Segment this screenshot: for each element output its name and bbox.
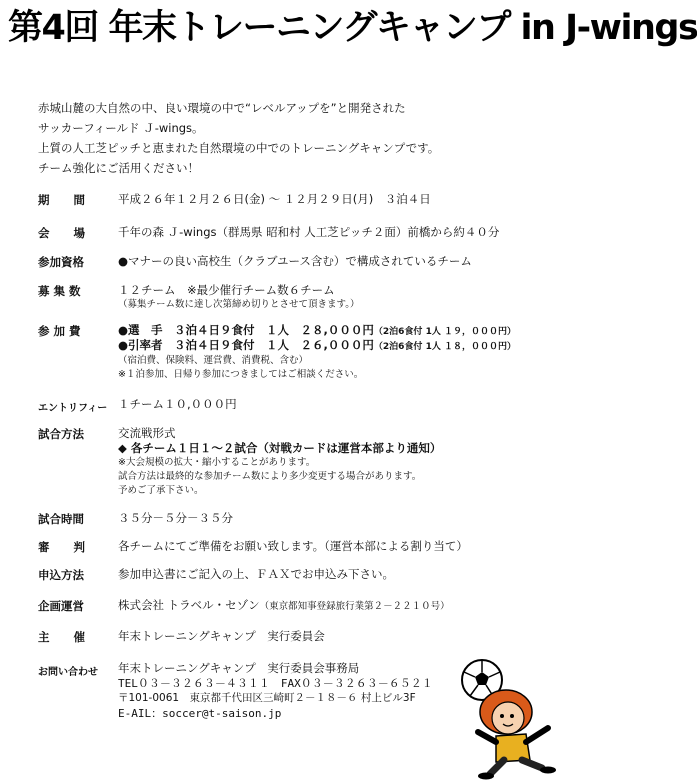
intro-line: 上質の人工芝ピッチと恵まれた自然環境の中でのトレーニングキャンプです。 — [38, 141, 440, 155]
contact-email[interactable]: E-AIL：soccer@t-saison.jp — [118, 707, 282, 720]
contact-line: 年末トレーニングキャンプ 実行委員会事務局 — [118, 661, 360, 675]
organizer-label: 主催 — [38, 630, 109, 644]
recruit-label: 募集数 — [38, 284, 85, 298]
planning-company: 株式会社 トラベル・セゾン — [118, 598, 260, 612]
page-title: 第4回 年末トレーニングキャンプ in J-wings — [8, 8, 697, 48]
format-line: ◆ 各チーム１日１～２試合（対戦カードは運営本部より通知） — [118, 441, 442, 455]
recruit-value: １２チーム ※最少催行チーム数６チーム — [118, 283, 335, 297]
referee-label: 審判 — [38, 540, 109, 554]
venue-value: 千年の森 Ｊ-wings（群馬県 昭和村 人工芝ピッチ２面）前橋から約４０分 — [118, 225, 500, 239]
contact-address: 〒101-0061 東京都千代田区三崎町２－１８－６ 村上ビル3F — [118, 692, 416, 704]
organizer-value: 年末トレーニングキャンプ 実行委員会 — [118, 629, 325, 643]
time-label: 試合時間 — [38, 512, 84, 526]
period-label: 期間 — [38, 193, 109, 207]
fee-note: （宿泊費、保険料、運営費、消費税、含む） — [118, 355, 309, 366]
eligibility-value: ●マナーの良い高校生（クラブユース含む）で構成されているチーム — [118, 254, 472, 268]
intro-line: チーム強化にご活用ください！ — [38, 161, 199, 175]
planning-license: （東京都知事登録旅行業第２－２２１０号） — [259, 601, 450, 612]
time-value: ３５分－５分－３５分 — [118, 511, 233, 525]
format-line: 交流戦形式 — [118, 426, 176, 440]
mascot-figure — [478, 690, 556, 780]
recruit-note: （募集チーム数に達し次第締め切りとさせて頂きます。） — [118, 299, 360, 310]
planning-label: 企画運営 — [38, 599, 84, 613]
period-value: 平成２６年１２月２６日(金) ～ １２月２９日(月) ３泊４日 — [118, 192, 431, 206]
venue-label: 会場 — [38, 226, 109, 240]
intro-line: 赤城山麓の大自然の中、良い環境の中で“レベルアップを”と開発された — [38, 101, 406, 115]
planning-value — [118, 598, 450, 614]
fee-player-price: ●選 手 ３泊４日９食付 １人 ２８,０００円 — [118, 323, 374, 337]
format-note: 予めご了承下さい。 — [118, 485, 204, 496]
fee-leader — [118, 338, 516, 355]
contact-label: お問い合わせ — [38, 667, 98, 678]
contact-phone: TEL０３－３２６３－４３１１ FAX０３－３２６３－６５２１ — [118, 677, 433, 690]
entry-label: エントリフィー — [38, 403, 108, 414]
entry-value: １チーム１０,０００円 — [118, 397, 237, 411]
fee-player-alt: （2泊6食付 1人 １９，０００円） — [373, 327, 516, 337]
apply-label: 申込方法 — [38, 568, 84, 582]
eligibility-label: 参加資格 — [38, 255, 84, 269]
format-label: 試合方法 — [38, 427, 84, 441]
fee-note: ※１泊参加、日帰り参加につきましてはご相談ください。 — [118, 369, 364, 380]
soccer-mascot-illustration — [456, 650, 596, 780]
format-note: 試合方法は最終的な参加チーム数により多少変更する場合があります。 — [118, 471, 422, 482]
referee-value: 各チームにてご準備をお願い致します。（運営本部による割り当て） — [118, 539, 468, 553]
intro-text — [38, 98, 439, 178]
format-note: ※大会規模の拡大・縮小することがあります。 — [118, 457, 316, 468]
fee-leader-alt: （2泊6食付 1人 １８，０００円） — [373, 342, 516, 352]
fee-leader-price: ●引率者 ３泊４日９食付 １人 ２６,０００円 — [118, 338, 374, 352]
apply-value: 参加申込書にご記入の上、ＦＡＸでお申込み下さい。 — [118, 567, 394, 581]
intro-line: サッカーフィールド Ｊ-wings。 — [38, 121, 204, 135]
fee-label: 参加費 — [38, 324, 85, 338]
